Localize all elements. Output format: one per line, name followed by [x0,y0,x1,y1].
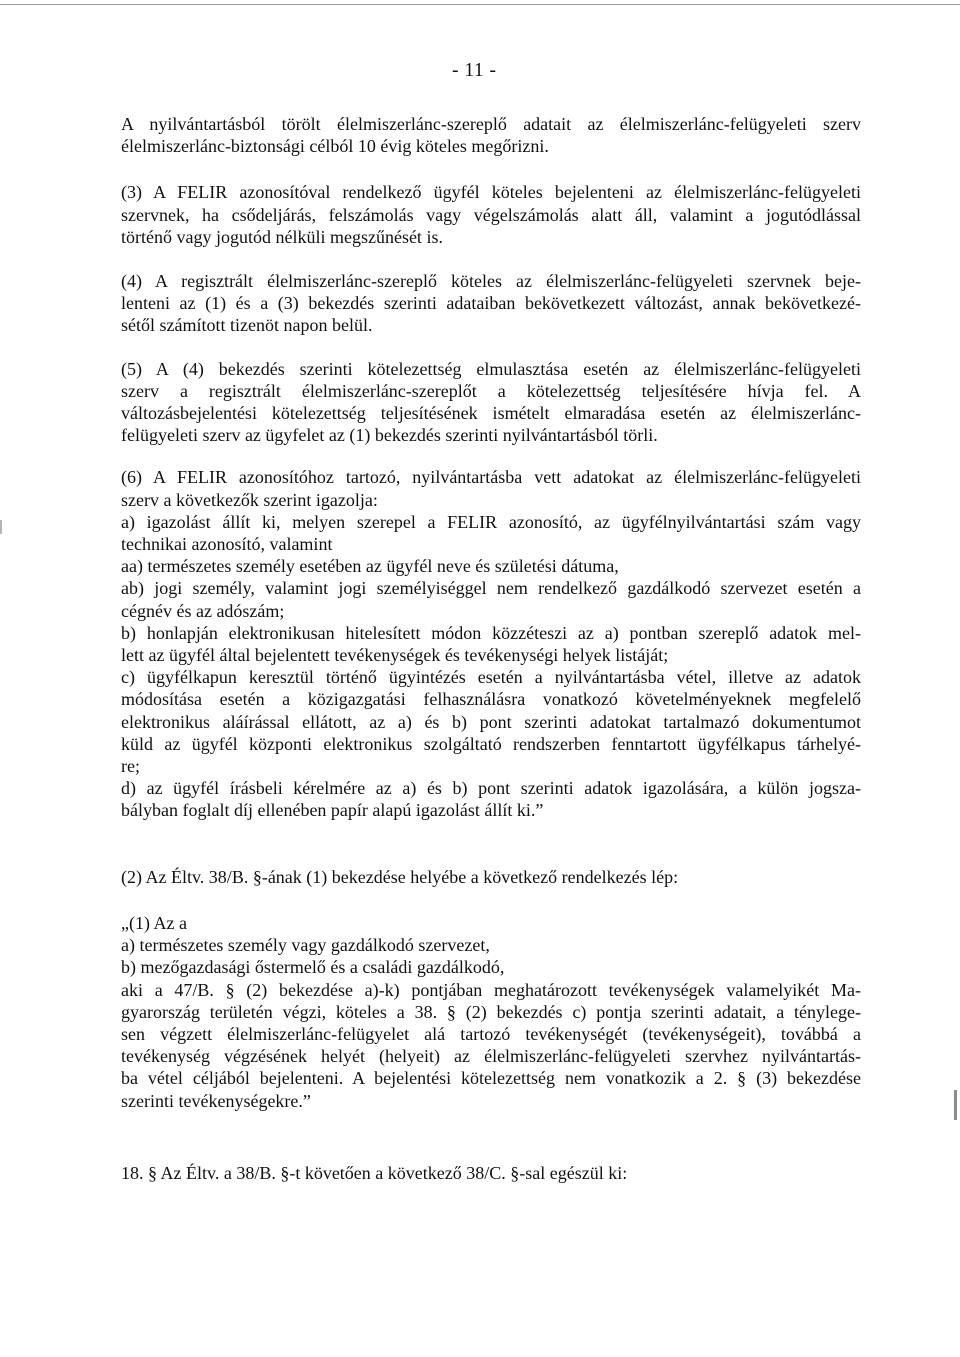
text-line: tevékenység végzésének helyét (helyeit) az élelmiszerlánc-felügyeleti szervhez nyilvántartás- [121,1046,861,1067]
text-line: aa) természetes személy esetében az ügyfél neve és születési dátuma, [121,556,619,577]
paragraph-retention [121,113,861,157]
text-line: a) igazolást állít ki, melyen szerepel a FELIR azonosító, az ügyfélnyilvántartási szám vagy [121,511,861,532]
text-line: szerinti tevékenységekre.” [121,1090,311,1111]
text-line: bályban foglalt díj ellenében papír alapú igazolást állít ki.” [121,800,544,821]
text-line: d) az ügyfél írásbeli kérelmére az a) és b) pont szerinti adatok igazolására, a külön jogsza- [121,778,861,799]
text-line: felügyeleti szerv az ügyfelet az (1) bekezdés szerinti nyilvántartásból törli. [121,425,658,446]
text-line: b) honlapján elektronikusan hitelesített módon közzéteszi az a) pontban szereplő adatok mel- [121,622,861,643]
text-line: re; [121,756,140,777]
text-line: technikai azonosító, valamint [121,534,333,555]
paragraph-3 [121,181,861,248]
text-line: gyarország területén végzi, köteles a 38. § (2) bekezdés c) pontja szerinti adatait, a ténylege- [121,1001,861,1022]
text-line: (6) A FELIR azonosítóhoz tartozó, nyilvántartásba vett adatokat az élelmiszerlánc-felügyeleti [121,467,861,488]
text-line: módosítása esetén a közigazgatási felhasználásra vonatkozó követelményeknek megfelelő [121,689,861,710]
paragraph-5 [121,358,861,447]
text-line: küld az ügyfél központi elektronikus szolgáltató rendszerben fenntartott ügyfélkapus tárhelyé- [121,733,861,754]
text-line: élelmiszerlánc-biztonsági célból 10 évig köteles megőrizni. [121,136,549,157]
text-line: ba vétel céljából bejelenteni. A bejelentési kötelezettség nem vonatkozik a 2. § (3) bekezdése [121,1068,861,1089]
paragraph-6 [121,466,861,821]
text-line: (5) A (4) bekezdés szerinti kötelezettség elmulasztása esetén az élelmiszerlánc-felügyeleti [121,358,861,379]
text-line: szervnek, ha csődeljárás, felszámolás vagy végelszámolás alatt áll, valamint a jogutódlással [121,204,861,225]
scan-margin-mark [0,520,2,534]
text-line: „(1) Az a [121,912,187,933]
scan-edge-line [0,4,960,5]
text-line: sen végzett élelmiszerlánc-felügyelet alá tartozó tevékenységét (tevékenységeit), továbbá a [121,1023,861,1044]
text-line: c) ügyfélkapun keresztül történő ügyintézés esetén a nyilvántartásba vétel, illetve az adatok [121,667,861,688]
text-line: lett az ügyfél által bejelentett tevékenységek és tevékenységi helyek listáját; [121,645,669,666]
text-line: (2) Az Éltv. 38/B. §-ának (1) bekezdése helyébe a következő rendelkezés lép: [121,866,679,887]
text-line: lenteni az (1) és a (3) bekezdés szerinti adataiban bekövetkezett változást, annak bekövetkezé- [121,293,861,314]
text-line: (4) A regisztrált élelmiszerlánc-szereplő köteles az élelmiszerlánc-felügyeleti szervnek beje- [121,271,861,292]
text-line: (3) A FELIR azonosítóval rendelkező ügyfél köteles bejelenteni az élelmiszerlánc-felügyeleti [121,182,861,203]
text-line: b) mezőgazdasági őstermelő és a családi gazdálkodó, [121,957,505,978]
text-line: szerv a regisztrált élelmiszerlánc-szereplőt a kötelezettség teljesítésére hívja fel. A [121,380,861,401]
section-18-heading [121,1162,861,1184]
text-line: cégnév és az adószám; [121,600,285,621]
paragraph-4 [121,270,861,337]
text-line: 18. § Az Éltv. a 38/B. §-t követően a következő 38/C. §-sal egészül ki: [121,1162,628,1183]
document-body [121,113,861,1184]
page-number: - 11 - [452,60,497,81]
text-line: a) természetes személy vagy gazdálkodó szervezet, [121,935,490,956]
text-line: változásbejelentési kötelezettség teljesítésének ismételt elmaradása esetén az élelmiszerlánc- [121,403,861,424]
scan-margin-mark [954,1090,957,1120]
amendment-intro [121,866,861,888]
text-line: sétől számított tizenöt napon belül. [121,315,373,336]
text-line: ab) jogi személy, valamint jogi személyiséggel nem rendelkező gazdálkodó szervezet esetén a [121,578,861,599]
text-line: aki a 47/B. § (2) bekezdése a)-k) pontjában meghatározott tevékenységek valamelyikét Ma- [121,979,861,1000]
text-line: A nyilvántartásból törölt élelmiszerlánc-szereplő adatait az élelmiszerlánc-felügyeleti szerv [121,114,861,134]
amendment-text [121,912,861,1112]
text-line: elektronikus aláírással ellátott, az a) és b) pont szerinti adatokat tartalmazó dokumentumot [121,711,861,732]
text-line: szerv a következők szerint igazolja: [121,489,378,510]
text-line: történő vagy jogutód nélküli megszűnését is. [121,226,443,247]
